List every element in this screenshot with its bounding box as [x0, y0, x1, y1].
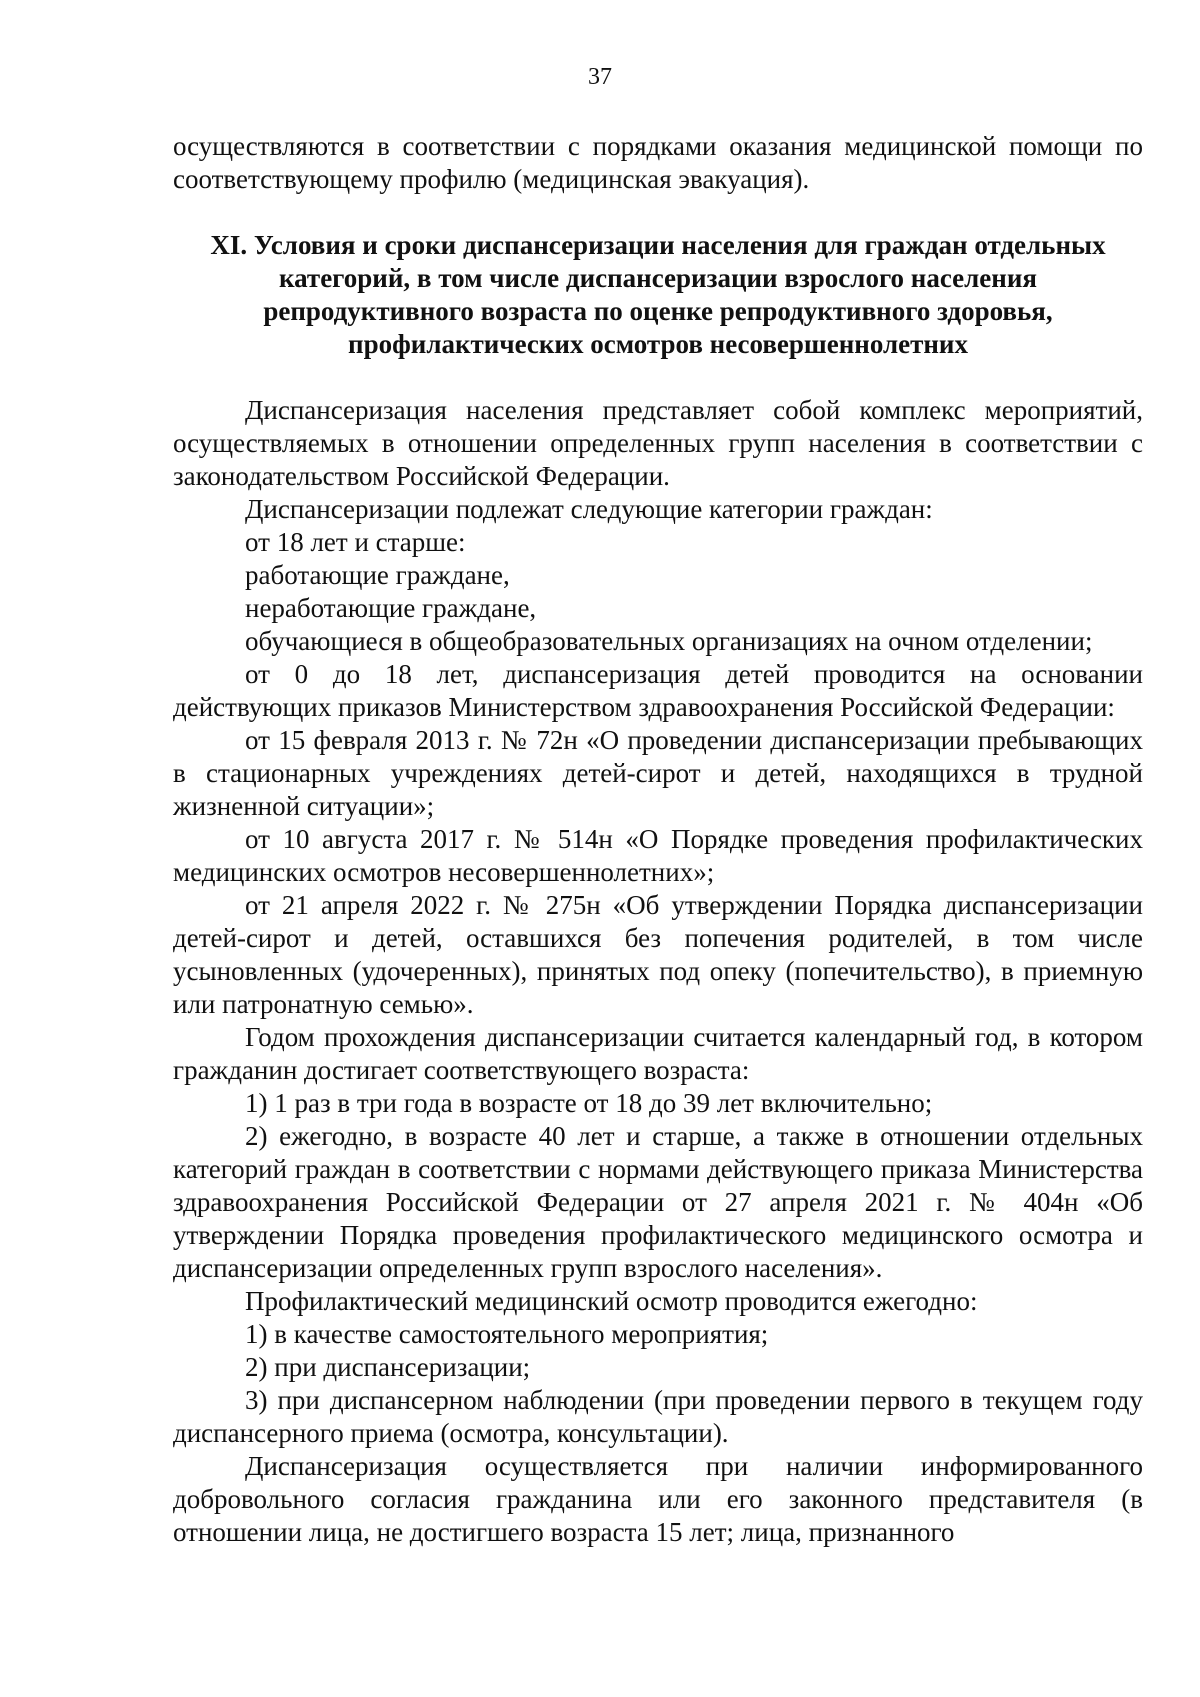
paragraph: неработающие граждане,	[245, 593, 537, 623]
section-heading-line: профилактических осмотров несовершеннолетних	[348, 329, 968, 359]
paragraph: 1) в качестве самостоятельного мероприятия;	[245, 1319, 769, 1349]
page-number: 37	[588, 64, 612, 90]
paragraph: Годом прохождения диспансеризации считается календарный год, в котором гражданин достигает соответствующего возраста:	[173, 1022, 1143, 1085]
section-heading-line: XI. Условия и сроки диспансеризации населения для граждан отдельных	[210, 230, 1106, 260]
section-heading-line: репродуктивного возраста по оценке репродуктивного здоровья,	[263, 296, 1053, 326]
paragraph: обучающиеся в общеобразовательных организациях на очном отделении;	[245, 626, 1093, 656]
paragraph: работающие граждане,	[245, 560, 510, 590]
paragraph: от 15 февраля 2013 г. № 72н «О проведении диспансеризации пребывающих в стационарных учреждениях детей-сирот и детей, находящихся в трудной жизненной ситуации»;	[173, 725, 1143, 821]
paragraph: Диспансеризации подлежат следующие категории граждан:	[245, 494, 933, 524]
section-heading	[173, 229, 1143, 361]
paragraph: Профилактический медицинский осмотр проводится ежегодно:	[245, 1286, 978, 1316]
paragraph: 2) ежегодно, в возрасте 40 лет и старше, а также в отношении отдельных категорий граждан в соответствии с нормами действующего приказа Министерства здравоохранения Российской Федерации от 27 апреля 2021 г. № 404н «Об утверждении Порядка проведения профилактического медицинского осмотра и диспансеризации определенных групп взрослого населения».	[173, 1121, 1143, 1283]
document-body	[173, 130, 1143, 1549]
paragraph: от 21 апреля 2022 г. № 275н «Об утверждении Порядка диспансеризации детей-сирот и детей, оставшихся без попечения родителей, в том числе усыновленных (удочеренных), принятых под опеку (попечительство), в приемную или патронатную семью».	[173, 890, 1143, 1019]
paragraph: от 0 до 18 лет, диспансеризация детей проводится на основании действующих приказов Министерством здравоохранения Российской Федерации:	[173, 659, 1143, 722]
paragraph: Диспансеризация населения представляет собой комплекс мероприятий, осуществляемых в отношении определенных групп населения в соответствии с законодательством Российской Федерации.	[173, 395, 1143, 491]
paragraph: 3) при диспансерном наблюдении (при проведении первого в текущем году диспансерного приема (осмотра, консультации).	[173, 1385, 1143, 1448]
paragraph: от 10 августа 2017 г. № 514н «О Порядке проведения профилактических медицинских осмотров несовершеннолетних»;	[173, 824, 1143, 887]
paragraph: 1) 1 раз в три года в возрасте от 18 до 39 лет включительно;	[245, 1088, 933, 1118]
intro-paragraph: осуществляются в соответствии с порядками оказания медицинской помощи по соответствующему профилю (медицинская эвакуация).	[173, 131, 1143, 194]
paragraph: от 18 лет и старше:	[245, 527, 466, 557]
paragraph: 2) при диспансеризации;	[245, 1352, 531, 1382]
section-heading-line: категорий, в том числе диспансеризации взрослого населения	[278, 263, 1037, 293]
paragraph: Диспансеризация осуществляется при наличии информированного добровольного согласия гражданина или его законного представителя (в отношении лица, не достигшего возраста 15 лет; лица, признанного	[173, 1451, 1143, 1547]
